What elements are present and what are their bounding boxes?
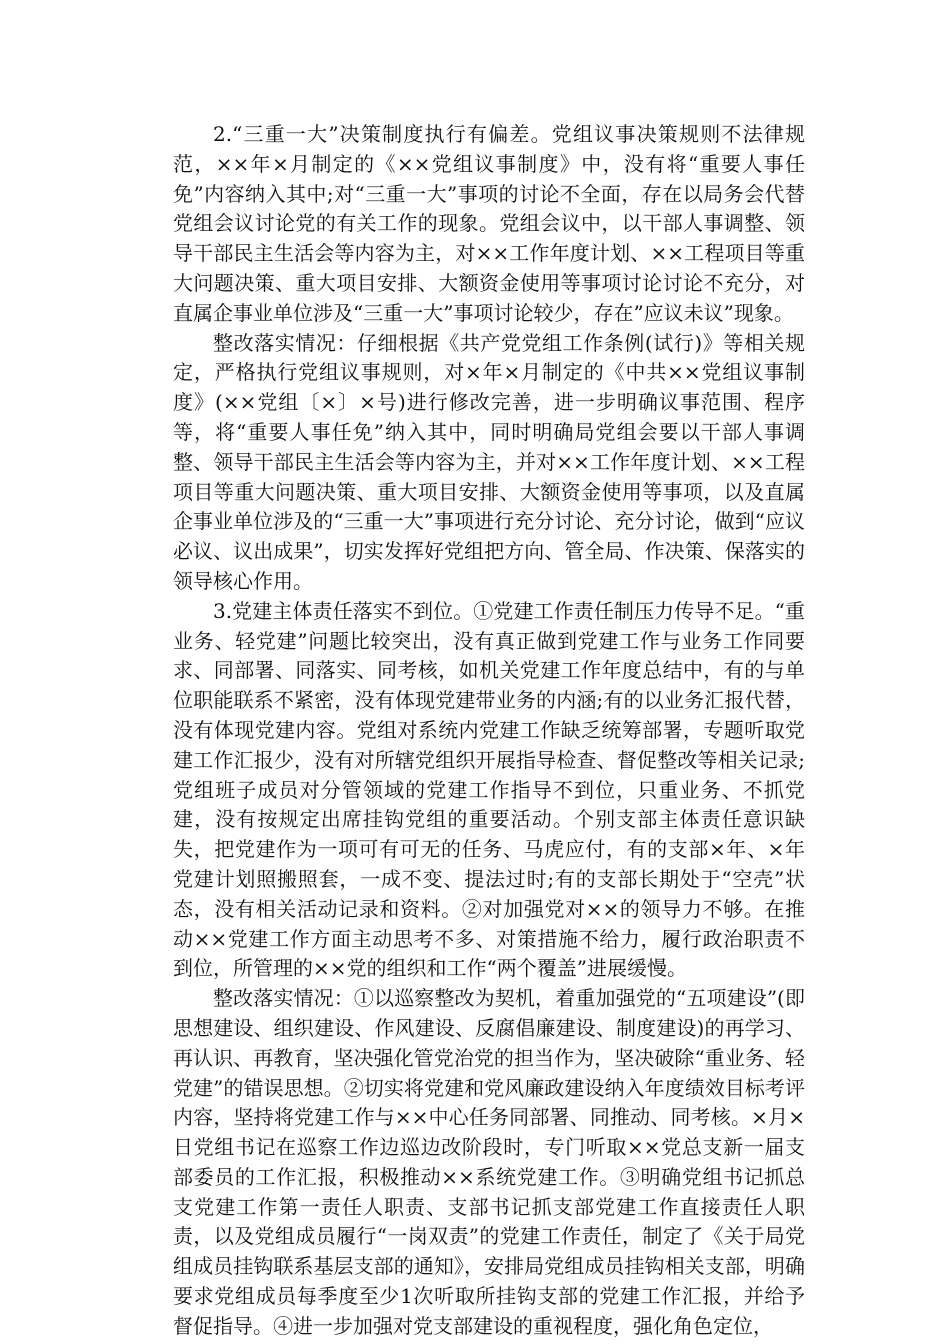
paragraph-decision-system: 2.“三重一大”决策制度执行有偏差。党组议事决策规则不法律规范，××年×月制定的《××党组议事制度》中，没有将“重要人事任免”内容纳入其中;对“三重一大”事项的讨论不全面，存在以局务会代替党组会议讨论党的有关工作的现象。党组会议中，以干部人事调整、领导干部民主生活会等内容为主，对××工作年度计划、××工程项目等重大问题决策、重大项目安排、大额资金使用等事项讨论讨论不充分，对直属企事业单位涉及“三重一大”事项讨论较少，存在”应议未议”现象。 — [173, 122, 805, 325]
paragraph-rectification-decision: 整改落实情况：仔细根据《共产党党组工作条例(试行)》等相关规定，严格执行党组议事规则，对×年×月制定的《中共××党组议事制度》(××党组〔×〕×号)进行修改完善，进一步明确议事范围、程序等，将“重要人事任免”纳入其中，同时明确局党组会要以干部人事调整、领导干部民主生活会等内容为主，并对××工作年度计划、××工程项目等重大问题决策、重大项目安排、大额资金使用等事项，以及直属企事业单位涉及的“三重一大”事项进行充分讨论、充分讨论，做到“应议必议、议出成果”，切实发挥好党组把方向、管全局、作决策、保落实的领导核心作用。 — [173, 330, 805, 593]
document-body — [173, 120, 805, 1342]
paragraph-rectification-party-building: 整改落实情况：①以巡察整改为契机，着重加强党的“五项建设”(即思想建设、组织建设、作风建设、反腐倡廉建设、制度建设)的再学习、再认识、再教育，坚决强化管党治党的担当作为，坚决破除“重业务、轻党建”的错误思想。②切实将党建和党风廉政建设纳入年度绩效目标考评内容，坚持将党建工作与××中心任务同部署、同推动、同考核。×月×日党组书记在巡察工作边巡边改阶段时，专门听取××党总支新一届支部委员的工作汇报，积极推动××系统党建工作。③明确党组书记抓总支党建工作第一责任人职责、支部书记抓支部党建工作直接责任人职责，以及党组成员履行“一岗双责”的党建工作责任，制定了《关于局党组成员挂钩联系基层支部的通知》，安排局党组成员挂钩相关支部，明确要求党组成员每季度至少1次听取所挂钩支部的党建工作汇报，并给予督促指导。④进一步加强对党支部建设的重视程度，强化角色定位， — [173, 986, 805, 1338]
paragraph-party-building-responsibility: 3.党建主体责任落实不到位。①党建工作责任制压力传导不足。“重业务、轻党建”问题比较突出，没有真正做到党建工作与业务工作同要求、同部署、同落实、同考核，如机关党建工作年度总结中，有的与单位职能联系不紧密，没有体现党建带业务的内涵;有的以业务汇报代替，没有体现党建内容。党组对系统内党建工作缺乏统筹部署，专题听取党建工作汇报少，没有对所辖党组织开展指导检查、督促整改等相关记录;党组班子成员对分管领域的党建工作指导不到位，只重业务、不抓党建，没有按规定出席挂钩党组的重要活动。个别支部主体责任意识缺失，把党建作为一项可有可无的任务、马虎应付，有的支部×年、×年党建计划照搬照套，一成不变、提法过时;有的支部长期处于“空壳”状态，没有相关活动记录和资料。②对加强党对××的领导力不够。在推动××党建工作方面主动思考不多、对策措施不给力，履行政治职责不到位，所管理的××党的组织和工作“两个覆盖”进展缓慢。 — [173, 598, 805, 981]
